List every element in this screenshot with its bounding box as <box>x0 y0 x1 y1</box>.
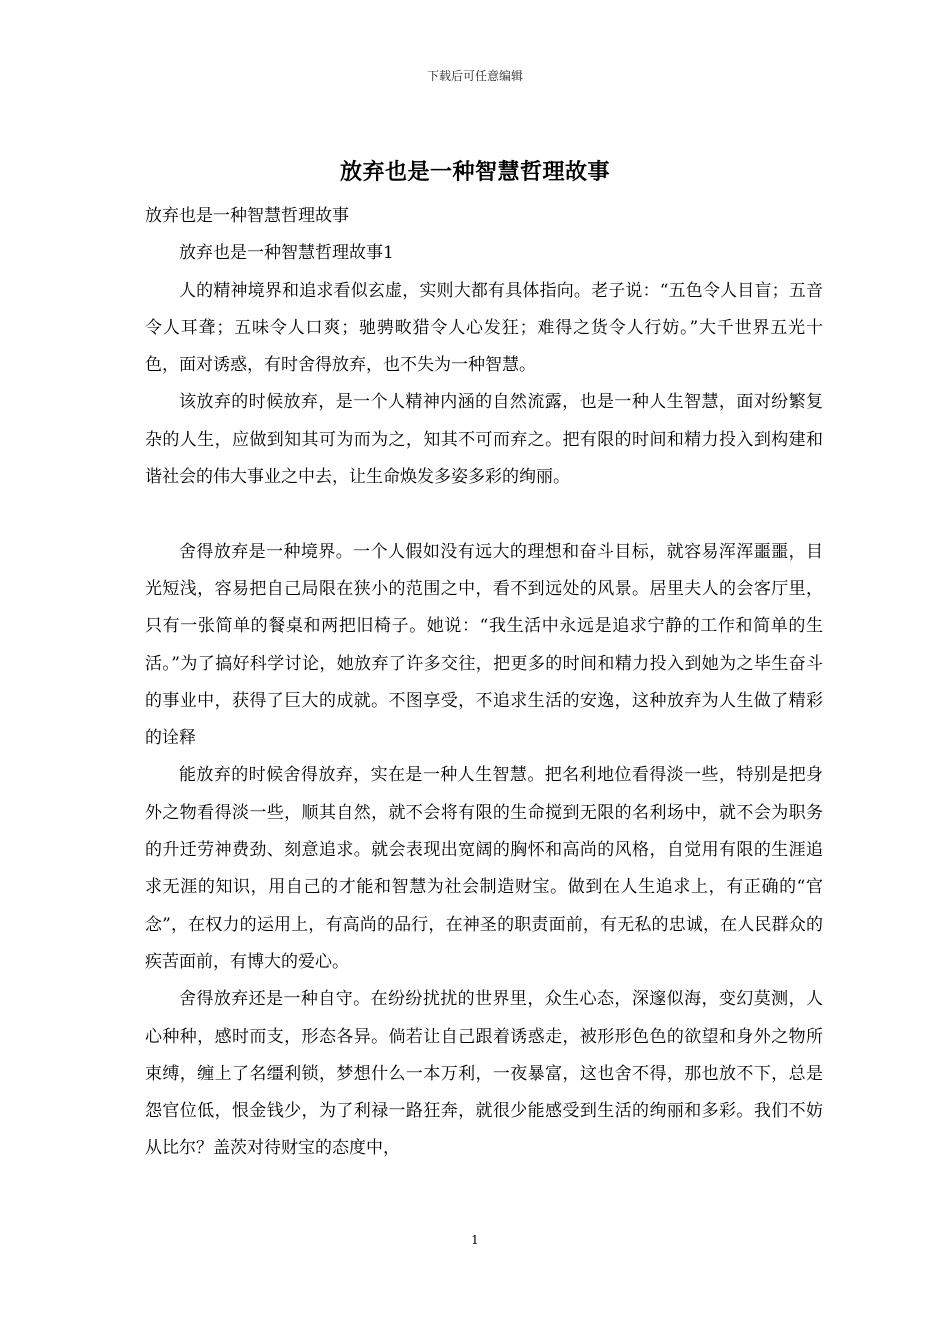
paragraph: 该放弃的时候放弃，是一个人精神内涵的自然流露，也是一种人生智慧，面对纷繁复杂的人生，应做到知其可为而为之，知其不可而弃之。把有限的时间和精力投入到构建和谐社会的伟大事业之中去，让生命焕发多姿多彩的绚丽。 <box>145 392 823 488</box>
page-header: 下载后可任意编辑 <box>426 69 523 83</box>
paragraph: 能放弃的时候舍得放弃，实在是一种人生智慧。把名利地位看得淡一些，特别是把身外之物看得淡一些，顺其自然，就不会将有限的生命搅到无限的名利场中，就不会为职务的升迁劳神费劲、刻意追求。就会表现出宽阔的胸怀和高尚的风格，自觉用有限的生涯追求无涯的知识，用自己的才能和智慧为社会制造财宝。做到在人生追求上，有正确的“官念”，在权力的运用上，有高尚的品行，在神圣的职责面前，有无私的忠诚，在人民群众的疾苦面前，有博大的爱心。 <box>145 765 823 972</box>
section-heading: 放弃也是一种智慧哲理故事1 <box>179 243 394 264</box>
document-subtitle: 放弃也是一种智慧哲理故事 <box>145 206 349 226</box>
paragraph: 舍得放弃是一种境界。一个人假如没有远大的理想和奋斗目标，就容易浑浑噩噩，目光短浅，容易把自己局限在狭小的范围之中，看不到远处的风景。居里夫人的会客厅里，只有一张简单的餐桌和两把旧椅子。她说：“我生活中永远是追求宁静的工作和简单的生活。”为了搞好科学讨论，她放弃了许多交往，把更多的时间和精力投入到她为之毕生奋斗的事业中，获得了巨大的成就。不图享受，不追求生活的安逸，这种放弃为人生做了精彩的诠释 <box>145 541 823 749</box>
document-body <box>145 198 823 1168</box>
page-number: 1 <box>471 1233 479 1247</box>
paragraph: 人的精神境界和追求看似玄虚，实则大都有具体指向。老子说：“五色令人目盲；五音令人耳聋；五味令人口爽；驰骋畋猎令人心发狂；难得之货令人行妨。”大千世界五光十色，面对诱惑，有时舍得放弃，也不失为一种智慧。 <box>145 280 823 376</box>
document-title: 放弃也是一种智慧哲理故事 <box>339 159 610 185</box>
blank-line <box>145 496 823 533</box>
paragraph: 舍得放弃还是一种自守。在纷纷扰扰的世界里，众生心态，深邃似海，变幻莫测，人心种种，感时而支，形态各异。倘若让自己跟着诱惑走，被形形色色的欲望和身外之物所束缚，缠上了名缰利锁，梦想什么一本万利，一夜暴富，这也舍不得，那也放不下，总是怨官位低，恨金钱少，为了利禄一路狂奔，就很少能感受到生活的绚丽和多彩。我们不妨从比尔？盖茨对待财宝的态度中， <box>145 989 823 1159</box>
